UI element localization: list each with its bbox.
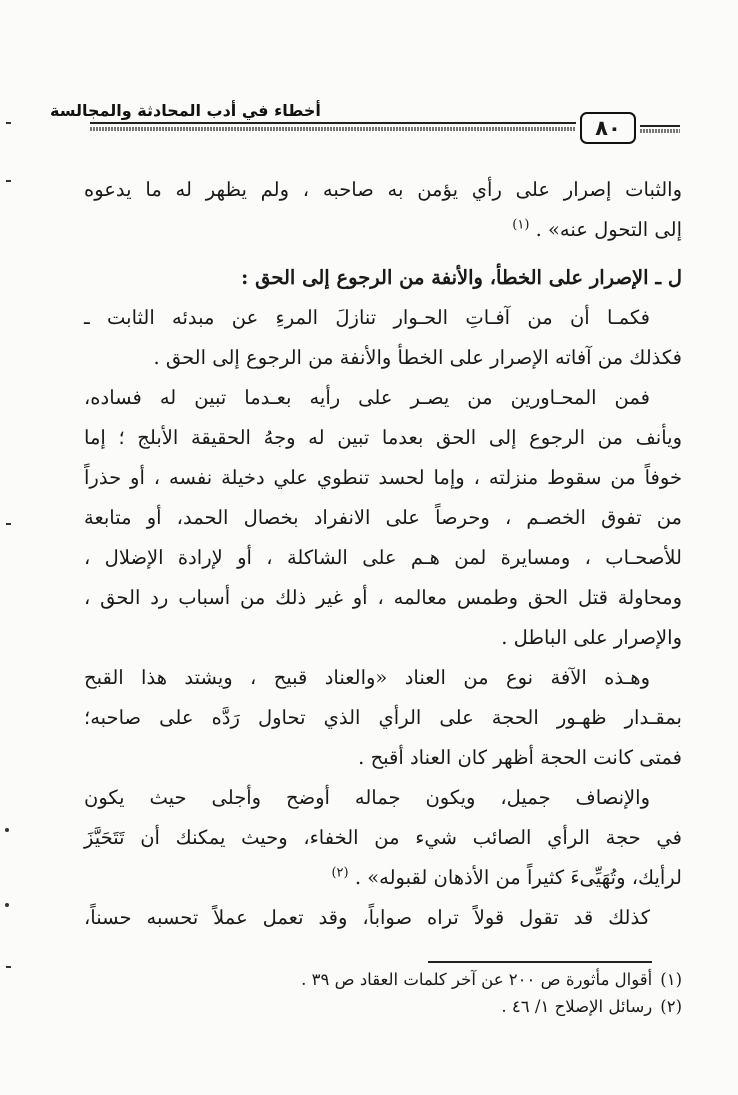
footnotes (84, 966, 682, 1020)
section-heading: ل ـ الإصرار على الخطأ، والأنفة من الرجوع إلى الحق : (241, 266, 682, 289)
footnote-ref: (٢) (331, 865, 349, 881)
footnote-text: رسائل الإصلاح ١/ ٤٦ . (501, 997, 653, 1016)
text-line: فمتى كانت الحجة أظهر كان العناد أقبح . (358, 746, 682, 769)
footnote (84, 993, 682, 1020)
footnote-number: (١) (660, 970, 682, 989)
text-line: وهـذه الآفة نوع من العناد «والعناد قبيح ، ويشتد هذا القبح (84, 666, 650, 689)
text-line: خوفاً من سقوط منزلته ، وإما لحسد تنطوي علي دخيلة نفسه ، أو حذراً (84, 466, 682, 489)
margin-dot (5, 903, 9, 907)
footnote (84, 966, 682, 993)
footnote-ref: (١) (512, 217, 530, 233)
text-line: لرأيك، وتُهَيِّىءَ كثيراً من الأذهان لقبوله» . $^{(٢)}$ (331, 865, 682, 889)
text-line: ويأنف من الرجوع إلى الحق بعدما تبين له وجهُ الحقيقة الأبلج ؛ إما (84, 426, 682, 449)
text-line: ومحاولة قتل الحق وطمس معالمه ، أو غير ذلك من أسباب رد الحق ، (84, 586, 682, 609)
page-number: ٨٠ (580, 112, 636, 144)
text-line: بمقـدار ظهـور الحجة على الرأي الذي تحاول رَدَّه على صاحبه؛ (84, 706, 682, 729)
text-line: إلى التحول عنه» . $^{(١)}$ (512, 217, 682, 241)
text-line: من تفوق الخصـم ، وحرصاً على الانفراد بخصال الحمد، أو متابعة (84, 506, 682, 529)
text-line: في حجة الرأي الصائب شيء من الخفاء، وحيث يمكنك أن تَتَحَيَّزَ (84, 826, 682, 849)
header-rule-right-hatched (640, 129, 680, 133)
header-rule (90, 122, 576, 124)
footnote-text: أقوال مأثورة ص ٢٠٠ عن آخر كلمات العقاد ص ٣٩ . (301, 970, 653, 989)
footnote-separator (428, 961, 652, 963)
margin-mark (6, 180, 11, 182)
text-line: والإصرار على الباطل . (501, 626, 682, 649)
text-line: فكذلك من آفاته الإصرار على الخطأ والأنفة من الرجوع إلى الحق . (153, 346, 682, 369)
margin-mark (6, 966, 11, 968)
margin-dot (5, 828, 9, 832)
text-line: فكمـا أن من آفـاتِ الحـوار تنازلَ المرءِ عن مبدئه الثابت ـ (84, 306, 650, 329)
footnote-number: (٢) (660, 997, 682, 1016)
header-rule-right (640, 125, 680, 127)
margin-mark (6, 523, 11, 525)
margin-mark (6, 122, 11, 124)
text-line: للأصحـاب ، ومسايرة لمن هـم على الشاكلة ، أو لإرادة الإضلال ، (84, 546, 682, 569)
header-rule-hatched (90, 127, 576, 131)
text-line: والإنصاف جميل، ويكون جماله أوضح وأجلى حيث يكون (84, 786, 650, 809)
text-line: فمن المحـاورين من يصـر على رأيه بعـدما تبين له فساده، (84, 386, 650, 409)
running-header-title: أخطاء في أدب المحادثة والمجالسة (50, 101, 321, 120)
text-line: كذلك قد تقول قولاً تراه صواباً، وقد تعمل عملاً تحسبه حسناً، (84, 906, 650, 929)
text-line: والثبات إصرار على رأي يؤمن به صاحبه ، ولم يظهر له ما يدعوه (84, 178, 682, 201)
body-text (84, 170, 682, 938)
